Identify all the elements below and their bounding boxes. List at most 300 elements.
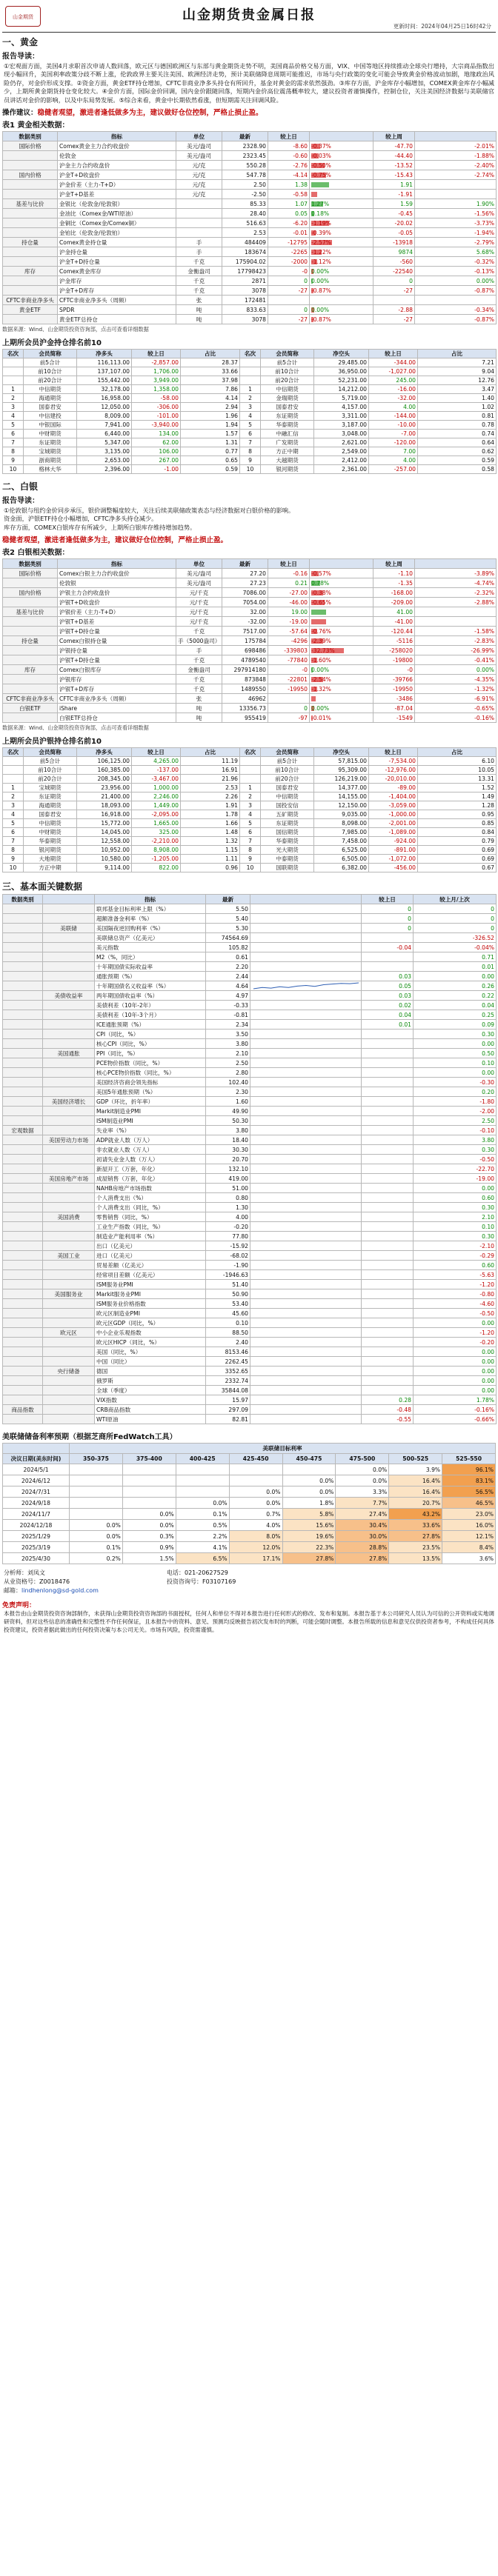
fund-day-change: 0.05 [362,981,414,991]
rank-cell: 0.85 [418,819,497,828]
day-change-pct: -1.60% [311,656,331,664]
indicator-cell: 沪银价差（主力-T+D） [58,607,176,617]
fund-month-change: -0.29 [414,1251,497,1261]
day-change-cell [268,694,310,704]
fund-sparkline-cell [250,1357,362,1367]
fund-subcategory: 美债收益率 [43,991,95,1001]
fund-subcategory [43,1020,95,1030]
unit-cell: 元/克 [176,170,222,180]
fund-month-change: 0.60 [414,1193,497,1203]
rank-cell: 8 [3,846,24,855]
week-change-pct-cell: 0.00% [415,665,497,675]
rank-row [3,456,497,465]
day-change-cell: -2265 [268,247,310,257]
gold-data-table [2,131,497,324]
rank-col-header: 名次 [240,350,261,358]
latest-cell: 175784 [222,636,268,646]
fund-subcategory: 美联储 [43,924,95,933]
invest-cert-value: F03107169 [202,1578,236,1586]
rank-cell [3,775,24,784]
rank-cell: 28.37 [181,358,240,367]
analyst-field [4,1569,167,1578]
fund-category [3,1367,43,1376]
day-change-pct-cell [310,665,374,675]
rank-cell: 0.95 [418,810,497,819]
latest-cell: 46962 [222,694,268,704]
fund-row [3,1367,497,1376]
rank-row [3,412,497,421]
indicator-cell: Comex黄金主力合约收盘价 [58,141,176,151]
fund-category [3,1241,43,1251]
fund-day-change [362,1270,414,1280]
day-change-pct-cell [310,218,374,228]
fedwatch-prob: 0.9% [122,1542,176,1553]
day-change-pct-cell [310,170,374,180]
fund-indicator: 经常项目差额（亿美元） [95,1270,206,1280]
fund-subcategory [43,981,95,991]
rank-cell: 7 [240,837,261,846]
fund-indicator: 美元指数 [95,943,206,952]
rank-cell: -924.00 [369,837,418,846]
rank-cell: 7.00 [369,447,418,456]
fedwatch-prob: 30.4% [336,1520,389,1531]
rank-cell: 东证期货 [261,819,314,828]
fund-category [3,1193,43,1203]
rank-cell: -3,940.00 [132,421,181,430]
gold-guide-text: ①宏观面方面，美国4月求职首次申请人数回落，欧元区与德国欧洲区与东部与黄金期货走势不明，美国商品价格交易方面，VIX、中国等地区持续推动全球央行增持，大宗商品指数出现小幅回升，美国利率政策分歧不断上涨，伦敦政界主要关注美国、欧洲经济走势，预计美联储降息周期可能推迟，市场与央行政策的变化可能会导致黄金价格波动加剧，地缘政治风险仍存，对金价形成支撑。②资金方面，黄金ETF持仓增加，CFTC非商业净多头持仓有所回升，基金对黄金的需求依然强劲。③库存方面，沪金库存小幅增加，COMEX黄金库存小幅减少，上期所黄金期货持仓变化较大。④金价方面，国际金价回调，国内金价跟随回落，短期内金价高位震荡概率较大，建议投资者谨慎操作，控制仓位，关注美国经济数据与美联储官员讲话对金价的影响，以及中东局势发展。⑤综合来看，黄金中长期依然看涨，但短期需关注回调风险。 [4,62,494,104]
change-bar [311,192,317,197]
rank-cell: 华泰期货 [261,421,314,430]
category-cell: 基差与比价 [3,199,58,209]
fund-month-change: 0.00 [414,1184,497,1193]
company-name: 山金期货 [13,14,33,20]
fedwatch-prob [122,1486,176,1498]
fund-day-change [362,1299,414,1309]
rank-cell: 国泰君安 [261,784,314,793]
fedwatch-prob [70,1509,123,1520]
phone-field [167,1569,228,1578]
fedwatch-title: 美联储储备利率预期（根据芝商所FedWatch工具） [2,1433,177,1442]
fedwatch-prob: 17.1% [229,1553,282,1564]
fund-month-change: -0.50 [414,1309,497,1318]
fund-category [3,1338,43,1347]
day-change-pct: 0.00% [311,277,330,284]
fund-row [3,1030,497,1039]
fund-category [3,1309,43,1318]
rank-cell: 海通期货 [24,801,77,810]
rank-col-header: 占比 [181,748,240,757]
fund-row [3,1232,497,1241]
week-change-cell: -27 [374,315,415,324]
fedwatch-prob: 27.8% [336,1553,389,1564]
fund-col-header: 指标 [95,895,206,904]
fund-day-change [362,1309,414,1318]
day-change-pct-cell [310,684,374,694]
day-change-cell: -57.64 [268,627,310,636]
rank-cell: 5 [240,819,261,828]
fedwatch-prob: 0.0% [336,1475,389,1486]
fund-latest: 53.40 [206,1299,250,1309]
invest-cert-field [167,1578,236,1586]
unit-cell: 元/克 [176,180,222,190]
category-cell: 国内价格 [3,588,58,598]
fund-indicator: 联邦基金目标利率上限（%） [95,904,206,914]
day-change-pct-cell [310,228,374,238]
rank-cell: 2,246.00 [132,793,181,801]
rank-cell: 0.74 [418,430,497,438]
rank-cell: 2,396.00 [77,465,132,474]
fund-sparkline-cell [250,1107,362,1116]
indicator-cell: 沪银T+D库存 [58,684,176,694]
category-cell [3,675,58,684]
fund-subcategory [43,1309,95,1318]
fund-month-change: 0 [414,914,497,924]
fedwatch-prob [122,1475,176,1486]
fedwatch-date: 2024/6/12 [3,1475,70,1486]
indicator-cell: 沪金T+D库存 [58,286,176,296]
rank-cell: 前10合计 [261,766,314,775]
fund-month-change: 0.00 [414,972,497,981]
day-change-cell: 0.21 [268,578,310,588]
fund-day-change: 0.01 [362,1020,414,1030]
fedwatch-prob: 0.7% [229,1509,282,1520]
silver-col-header [310,559,374,569]
fund-category [3,981,43,991]
fund-col-header: 较上月/上次 [414,895,497,904]
fedwatch-prob: 0.0% [122,1509,176,1520]
fund-month-change: 0.01 [414,962,497,972]
fund-sparkline-cell [250,1068,362,1078]
rank-cell: 0.69 [418,855,497,864]
fund-subcategory [43,933,95,943]
rank-cell: 5,347.00 [77,438,132,447]
fund-month-change: 0.30 [414,1145,497,1155]
fund-sparkline-cell [250,1261,362,1270]
fund-sparkline-cell [250,991,362,1001]
fund-latest: -1946.63 [206,1270,250,1280]
rank-cell: -2,095.00 [132,810,181,819]
rank-cell: 0.96 [181,864,240,872]
unit-cell: 美元/盎司 [176,151,222,161]
rank-cell: 9 [3,456,24,465]
category-cell [3,627,58,636]
rank-cell: 1.40 [418,394,497,403]
fund-indicator: 美国隔夜逆回购利率（%） [95,924,206,933]
day-change-pct: -0.37% [311,142,331,150]
day-change-pct-cell [310,257,374,267]
rank-cell: 7 [240,438,261,447]
rank-cell: 29,485.00 [314,358,369,367]
fund-day-change: -0.55 [362,1415,414,1424]
day-change-cell: -77840 [268,655,310,665]
rank-cell: 9 [240,855,261,864]
fund-row [3,1164,497,1174]
week-change-pct-cell: -2.32% [415,588,497,598]
day-change-pct-cell [310,296,374,305]
indicator-cell: Comex黄金库存 [58,267,176,276]
unit-cell: 美元/盎司 [176,569,222,578]
fedwatch-prob: 0.0% [176,1498,229,1509]
fund-month-change: -1.20 [414,1328,497,1338]
day-change-pct-cell [310,141,374,151]
week-change-pct-cell: -2.40% [415,161,497,170]
fund-row [3,933,497,943]
fedwatch-date: 2024/9/18 [3,1498,70,1509]
contact-row-1 [4,1569,494,1578]
rank-cell: 1,000.00 [132,784,181,793]
fund-indicator: ISM服务业PMI [95,1280,206,1289]
week-change-pct-cell: -2.83% [415,636,497,646]
rank-col-header: 名次 [3,748,24,757]
category-cell: CFTC非商业净多头 [3,694,58,704]
day-change-pct-cell [310,655,374,665]
rank-cell [3,358,24,367]
silver-table-row [3,704,497,713]
rank-cell: 5 [3,819,24,828]
rank-cell: 银河期货 [261,465,314,474]
rank-cell: 4 [3,810,24,819]
fund-month-change: -19.00 [414,1174,497,1184]
fund-row [3,1318,497,1328]
fund-indicator: 工业生产指数（同比，%） [95,1222,206,1232]
fund-latest: 35844.08 [206,1386,250,1395]
category-cell [3,228,58,238]
silver-col-header: 单位 [176,559,222,569]
fund-month-change: -0.04% [414,943,497,952]
fund-subcategory: 美国服务业 [43,1289,95,1299]
fund-latest: 4.00 [206,1212,250,1222]
rank-row [3,438,497,447]
rank-cell: 1 [3,385,24,394]
fedwatch-col-header: 决议日期(美东时间) [3,1454,70,1464]
fund-row [3,1097,497,1107]
unit-cell: 千克 [176,675,222,684]
fund-day-change [362,962,414,972]
fund-sparkline-cell [250,924,362,933]
silver-operation: 稳健者观望，激进者逢低做多为主，建议做好仓位控制，严格止损止盈。 [2,536,228,545]
rank-col-header: 会员简称 [24,350,77,358]
fund-month-change: -0.10 [414,1126,497,1135]
rank-cell: 13.31 [418,775,497,784]
rank-cell: -257.00 [369,465,418,474]
rank-cell: 前5合计 [24,358,77,367]
day-change-cell: 19.00 [268,607,310,617]
fund-row [3,1347,497,1357]
rank-col-header: 较上日 [369,748,418,757]
fund-subcategory [43,1107,95,1116]
disclaimer-text: 本报告由山金期货投资咨询部制作，未获得山金期货投资咨询部的书面授权，任何人和单位不得对本报告进行任何形式的修改、发布和复制。本报告基于本公司研究人员认为可信的公开资料或实地调研资料，但对这些信息的准确性和完整性不作任何保证，且本报告中的资料、意见、预测均反映报告初次发布时的判断，可能会随时调整。本报告所载的信息和意见仅供投资者参考，不构成任何具体投资建议，投资者据此做出的任何投资决策与本公司无关。市场有风险，投资需谨慎。 [4,1610,494,1634]
category-cell [3,161,58,170]
gold-table-row [3,267,497,276]
fund-day-change: -0.04 [362,943,414,952]
report-title: 山金期货贵金属日报 [182,7,316,23]
fund-sparkline-cell [250,1184,362,1193]
rank-col-header: 占比 [418,748,497,757]
change-bar [311,619,326,624]
week-change-pct-cell: -26.99% [415,646,497,655]
week-change-cell: 0 [374,276,415,286]
fund-day-change [362,1376,414,1386]
rank-cell: 1.94 [181,421,240,430]
unit-cell: 千克 [176,276,222,286]
fund-subcategory [43,1347,95,1357]
rank-cell [240,775,261,784]
fund-indicator: 美国经济咨商会领先指标 [95,1078,206,1087]
fedwatch-prob [176,1464,229,1475]
gold-table-row [3,209,497,218]
fund-category [3,1145,43,1155]
category-cell [3,655,58,665]
fund-sparkline-cell [250,1164,362,1174]
week-change-cell: -41.00 [374,617,415,627]
rank-cell: 前5合计 [261,757,314,766]
day-change-pct-cell [310,180,374,190]
silver-col-header: 较上周 [374,559,415,569]
fund-sparkline-cell [250,1020,362,1030]
fund-day-change [362,1241,414,1251]
fund-day-change [362,1367,414,1376]
fedwatch-col-header: 350-375 [70,1454,123,1464]
rank-cell: 广发期货 [261,438,314,447]
week-change-pct-cell: -0.34% [415,305,497,315]
fund-latest: -1.90 [206,1261,250,1270]
fedwatch-prob: 15.6% [282,1520,336,1531]
rank-cell: 0.79 [418,837,497,846]
fund-latest: 50.30 [206,1116,250,1126]
rank-cell: 52,231.00 [314,376,369,385]
day-change-pct-cell [310,617,374,627]
silver-table-row [3,694,497,704]
gold-col-header: 指标 [58,132,176,141]
gold-col-header: 最新 [222,132,268,141]
fund-row [3,1174,497,1184]
rank-cell: -20,010.00 [369,775,418,784]
silver-table-title: 表2 白银相关数据： [2,549,70,558]
unit-cell: 千克 [176,627,222,636]
indicator-cell: 沪金主力合约收盘价 [58,161,176,170]
rank-cell: 4 [3,412,24,421]
fedwatch-prob: 0.0% [70,1520,123,1531]
fund-subcategory: 美国经济增长 [43,1097,95,1107]
fund-sparkline-cell [250,1318,362,1328]
latest-cell: 516.63 [222,218,268,228]
fund-month-change: 0.25 [414,1010,497,1020]
fedwatch-prob: 0.0% [336,1464,389,1475]
fedwatch-prob [282,1464,336,1475]
fund-subcategory [43,1376,95,1386]
rank-cell: 8 [3,447,24,456]
rank-cell: 前5合计 [24,757,77,766]
fund-latest: 3.50 [206,1030,250,1039]
fund-section-title: 三、基本面关键数据 [2,881,83,892]
day-change-pct-cell [310,694,374,704]
fund-month-change: 0.00 [414,1357,497,1367]
rank-cell: 16,918.00 [77,810,132,819]
fund-table [2,894,497,1424]
rank-cell: 2.53 [181,784,240,793]
fund-sparkline-cell [250,1116,362,1126]
fund-indicator: 出口（亿美元） [95,1241,206,1251]
fedwatch-prob: 33.6% [389,1520,442,1531]
week-change-cell: -20.02 [374,218,415,228]
fund-category [3,1261,43,1270]
fund-row [3,1251,497,1261]
fund-indicator: 十年期国债名义收益率（%） [95,981,206,991]
indicator-cell: Comex黄金持仓量 [58,238,176,247]
unit-cell: 手 [176,247,222,257]
fund-indicator: Markit服务业PMI [95,1289,206,1299]
fund-sparkline-cell [250,1347,362,1357]
fedwatch-prob [229,1464,282,1475]
category-cell: 持仓量 [3,238,58,247]
fund-row [3,1299,497,1309]
fedwatch-prob [176,1475,229,1486]
unit-cell: 吨 [176,305,222,315]
category-cell [3,190,58,199]
silver-note: 数据来源：Wind、山金期货投资咨询部，点击可查看详细数据 [2,724,149,732]
cert-field [4,1578,167,1586]
fund-row [3,1039,497,1049]
fund-month-change: -5.63 [414,1270,497,1280]
rank-cell: 前20合计 [24,376,77,385]
gold-guide-title: 报告导读： [2,53,39,61]
fund-day-change: 0 [362,904,414,914]
fund-category: 宏观数据 [3,1126,43,1135]
fund-day-change [362,1087,414,1097]
fund-row [3,1058,497,1068]
rank-row [3,846,497,855]
silver-table-row [3,713,497,723]
fund-month-change: 0.09 [414,1020,497,1030]
week-change-cell: -87.04 [374,704,415,713]
rank-col-header: 较上日 [369,350,418,358]
fedwatch-prob [176,1486,229,1498]
fund-sparkline-cell [250,1145,362,1155]
latest-cell: 873848 [222,675,268,684]
email-link[interactable]: lindhenlong@sd-gold.com [21,1587,99,1595]
category-cell: 国际价格 [3,569,58,578]
indicator-cell: 黄金ETF总持仓 [58,315,176,324]
change-bar [311,696,316,701]
fund-sparkline-cell [250,1270,362,1280]
fedwatch-prob: 4.0% [229,1520,282,1531]
fund-latest: 5.50 [206,904,250,914]
rank-cell: 大地期货 [24,855,77,864]
fund-category [3,1039,43,1049]
rank-cell: 12,150.00 [314,801,369,810]
week-change-pct-cell [415,296,497,305]
rank-cell: 9 [240,456,261,465]
rank-cell: 0.65 [181,456,240,465]
rank-cell: 中融汇信 [261,430,314,438]
rank-row [3,819,497,828]
fedwatch-prob: 8.0% [229,1531,282,1542]
fund-latest: 45.60 [206,1309,250,1318]
fund-sparkline-cell [250,1405,362,1415]
fedwatch-prob [70,1464,123,1475]
fedwatch-prob: 20.7% [389,1498,442,1509]
rank-cell: 0.58 [418,465,497,474]
fund-day-change [362,1261,414,1270]
silver-table-row [3,655,497,665]
rank-cell: 6 [240,430,261,438]
rank-cell: 3,311.00 [314,412,369,421]
contact-block [2,1567,496,1597]
rank-cell: 7.21 [418,358,497,367]
unit-cell: 张 [176,694,222,704]
fund-indicator: ISM服务业价格指数 [95,1299,206,1309]
silver-guide-line: 资金面，沪银ETF持仓小幅增加，CFTC净多头持仓减少。 [4,515,158,523]
